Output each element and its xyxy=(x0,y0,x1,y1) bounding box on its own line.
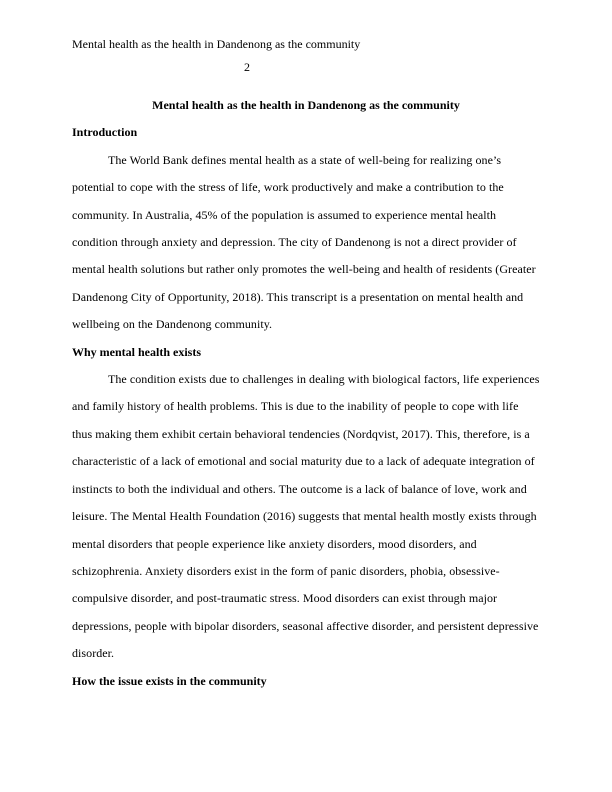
section-paragraph-why-mental-health-exists: The condition exists due to challenges in dealing with biological factors, life experiences and family history of health problems. This is due to the inability of people to cope with life thus making them exhibit certain behavioral tendencies (Nordqvist, 2017). This, therefore, is a characteristic of a lack of emotional and social maturity due to a lack of adequate integration of instincts to both the individual and others. The outcome is a lack of balance of love, work and leisure. The Mental Health Foundation (2016) suggests that mental health mostly exists through mental disorders that people experience like anxiety disorders, mood disorders, and schizophrenia. Anxiety disorders exist in the form of panic disorders, phobia, obsessive-compulsive disorder, and post-traumatic stress. Mood disorders can exist through major depressions, people with bipolar disorders, seasonal affective disorder, and persistent depressive disorder. xyxy=(72,372,540,661)
document-title: Mental health as the health in Dandenong as the community xyxy=(152,98,460,112)
section-heading-how-issue-exists: How the issue exists in the community xyxy=(72,673,267,688)
document-body xyxy=(72,92,540,695)
section-paragraph-introduction: The World Bank defines mental health as a state of well-being for realizing one’s potential to cope with the stress of life, work productively and make a contribution to the community. In Australia, 45% of the population is assumed to experience mental health condition through anxiety and depression. The city of Dandenong is not a direct provider of mental health solutions but rather only promotes the well-being and health of residents (Greater Dandenong City of Opportunity, 2018). This transcript is a presentation on mental health and wellbeing on the Dandenong community. xyxy=(72,152,536,332)
section-heading-introduction: Introduction xyxy=(72,125,138,140)
running-head: Mental health as the health in Dandenong as the community xyxy=(72,37,361,51)
section-heading-why-mental-health-exists: Why mental health exists xyxy=(72,344,201,359)
page-number: 2 xyxy=(244,60,250,74)
